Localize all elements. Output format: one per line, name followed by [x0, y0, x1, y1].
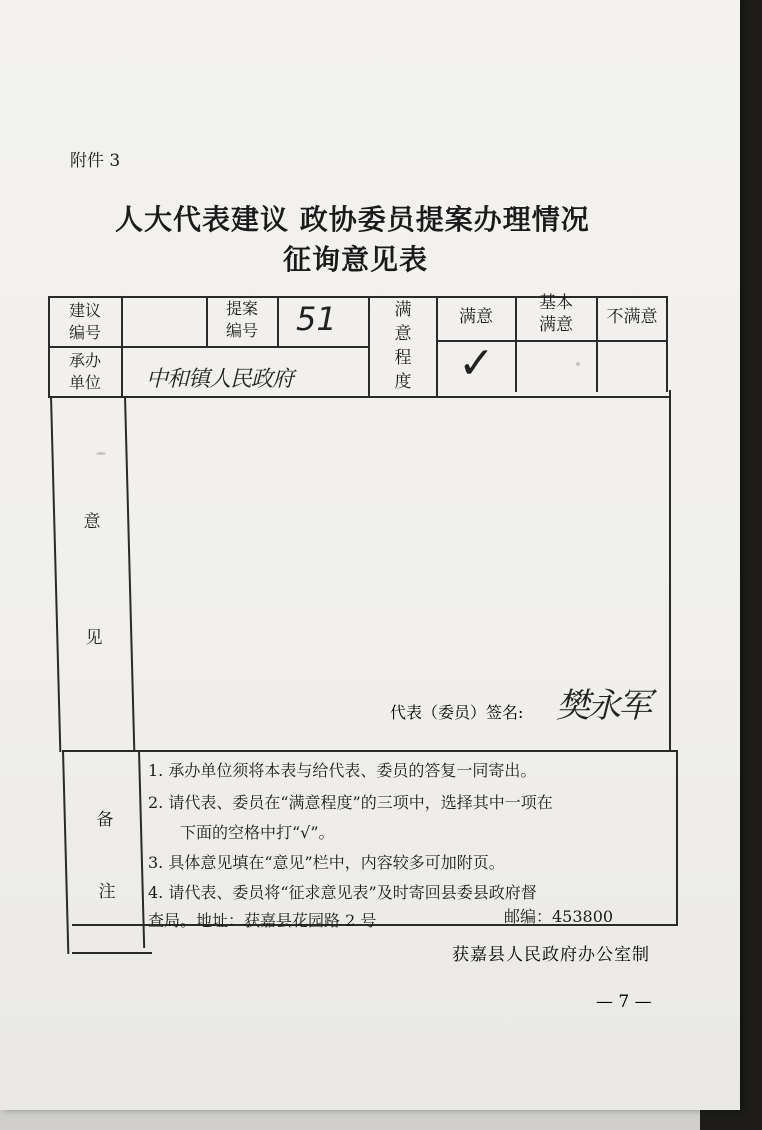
suggestion-no-label-line2: 编号: [68, 323, 101, 342]
option-basic-label: [516, 292, 596, 336]
issuer-footer: 获嘉县人民政府办公室制: [452, 945, 650, 965]
satisfaction-label: [370, 298, 436, 394]
note-1: 1. 承办单位须将本表与给代表、委员的答复一同寄出。: [148, 761, 537, 780]
satisfaction-label-c1: 满: [394, 300, 412, 320]
proposal-no-label-line2: 编号: [225, 321, 258, 340]
postal-code: 邮编：453800: [504, 907, 614, 926]
unit-value-handwritten: 中和镇人民政府: [146, 367, 294, 392]
option-basic-line2: 满意: [539, 315, 573, 335]
proposal-no-label: [207, 298, 277, 342]
signature-handwritten: 樊永军: [556, 686, 649, 726]
form-title: 人大代表建议 政协委员提案办理情况: [115, 203, 590, 236]
remarks-label-1: 备: [96, 810, 114, 830]
paper-speck: [576, 362, 580, 366]
option-satisfied-label: 满意: [459, 307, 493, 327]
satisfaction-label-c4: 度: [394, 372, 412, 392]
unit-label-line1: 承办: [68, 351, 101, 370]
remarks-label-2: 注: [98, 882, 116, 902]
page-number: — 7 —: [596, 992, 652, 1012]
note-2-cont: 下面的空格中打“√”。: [180, 823, 335, 842]
form-subtitle: 征询意见表: [283, 243, 429, 276]
unit-label: [50, 350, 120, 394]
satisfaction-label-c3: 程: [394, 348, 412, 368]
option-unsatisfied-label: 不满意: [606, 307, 658, 327]
note-2: 2. 请代表、委员在“满意程度”的三项中，选择其中一项在: [148, 793, 553, 812]
note-3: 3. 具体意见填在“意见”栏中，内容较多可加附页。: [148, 853, 505, 872]
opinion-label-2: 见: [85, 628, 103, 648]
attachment-label: 附件 3: [70, 151, 121, 171]
suggestion-no-label: [50, 300, 120, 344]
paper-speck: [96, 452, 106, 455]
satisfied-checkmark: ✓: [458, 338, 495, 389]
signature-label: 代表（委员）签名:: [390, 703, 524, 722]
satisfaction-label-c2: 意: [394, 324, 412, 344]
note-4: 4. 请代表、委员将“征求意见表”及时寄回县委县政府督: [148, 883, 537, 902]
proposal-no-value: 51: [296, 300, 337, 338]
option-basic-line1: 基本: [539, 293, 573, 313]
note-4-cont: 查局。地址：获嘉县花园路 2 号: [148, 911, 377, 930]
proposal-no-label-line1: 提案: [225, 299, 258, 318]
unit-label-line2: 单位: [68, 373, 101, 392]
opinion-label-1: 意: [83, 512, 101, 532]
suggestion-no-label-line1: 建议: [68, 301, 101, 320]
